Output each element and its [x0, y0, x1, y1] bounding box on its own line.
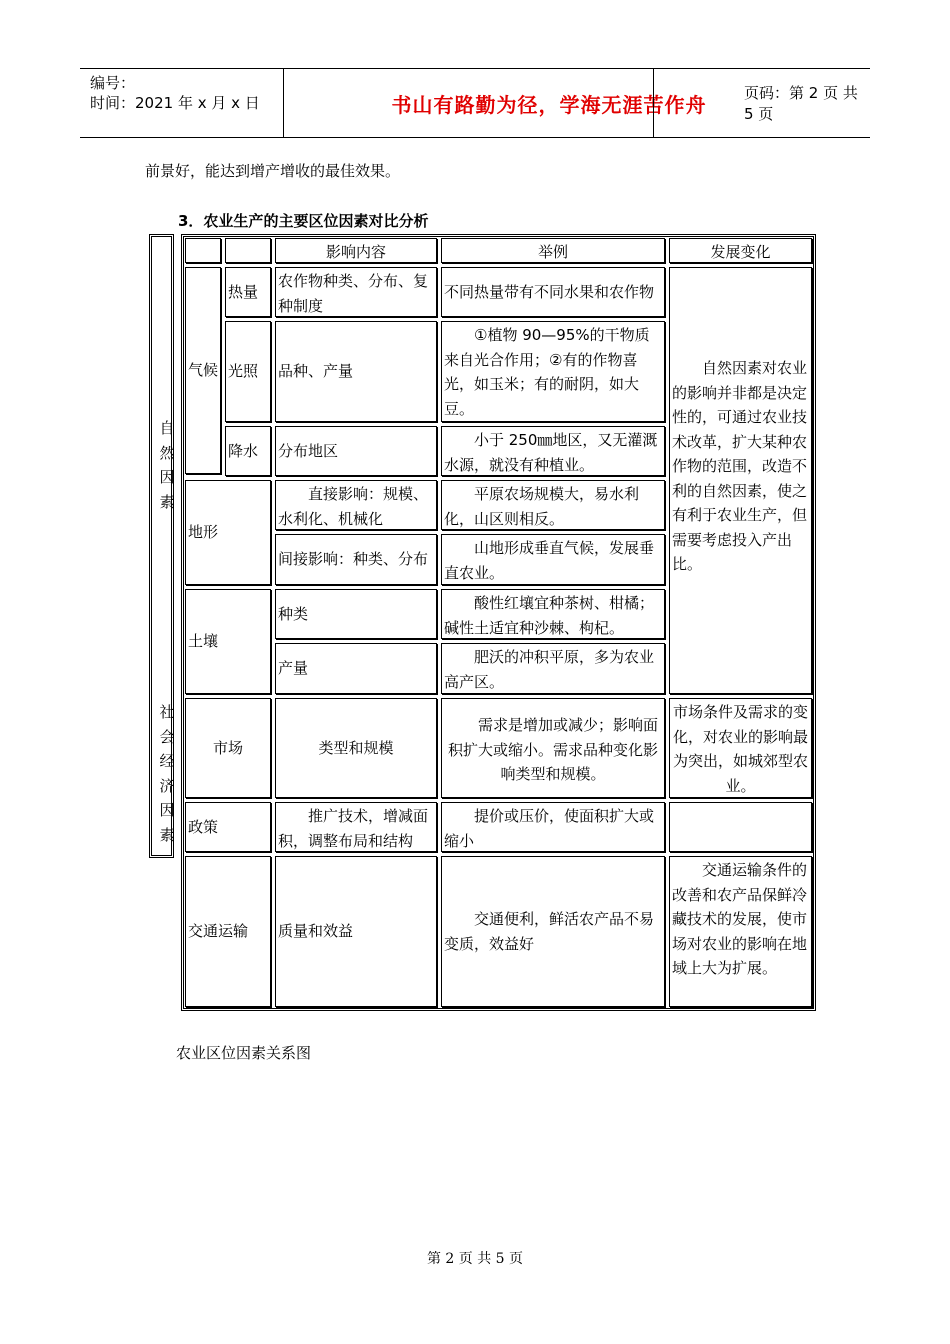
natural-group-border [149, 234, 174, 858]
policy-example: 提价或压价，使面积扩大或缩小 [441, 802, 665, 852]
terrain-direct-content: 直接影响：规模、水利化、机械化 [275, 480, 437, 530]
table-border [181, 234, 816, 1011]
transport-content: 质量和效益 [275, 856, 437, 1007]
rain-content: 分布地区 [275, 426, 437, 476]
soil-type-content: 种类 [275, 589, 437, 639]
terrain-indirect-content: 间接影响：种类、分布 [275, 534, 437, 585]
heat-content: 农作物种类、分布、复种制度 [275, 267, 437, 317]
climate-label: 气候 [185, 267, 221, 474]
policy-content: 推广技术，增减面积，调整布局和结构 [275, 802, 437, 852]
soil-label: 土壤 [185, 589, 271, 694]
transport-example-text: 交通便利，鲜活农产品不易变质，效益好 [444, 910, 655, 953]
transport-label: 交通运输 [185, 856, 271, 1007]
terrain-direct-example: 平原农场规模大，易水利化，山区则相反。 [441, 480, 665, 530]
light-example: ①植物 90—95%的干物质来自光合作用；②有的作物喜光，如玉米；有的耐阴，如大豆。 [441, 321, 665, 422]
page-info: 页码：第 2 页 共 5 页 [744, 84, 858, 123]
soil-yield-content: 产量 [275, 643, 437, 694]
rain-label: 降水 [225, 426, 271, 476]
header-divider [653, 69, 654, 137]
header-example: 举例 [441, 238, 665, 263]
header-blank-cell [225, 238, 271, 263]
header-blank-cell [185, 238, 221, 263]
header-meta [90, 73, 260, 113]
terrain-indirect-example: 山地形成垂直气候，发展垂直农业。 [441, 534, 665, 585]
heat-label: 热量 [225, 267, 271, 317]
header-divider [283, 69, 284, 137]
market-example [441, 698, 665, 798]
natural-change: 自然因素对农业的影响并非都是决定性的，可通过农业技术改革，扩大某种农作物的范围，改造不利的自然因素，使之有利于农业生产，但需要考虑投入产出比。 [669, 267, 812, 694]
market-change: 市场条件及需求的变化，对农业的影响最为突出，如城郊型农业。 [669, 698, 812, 798]
policy-label: 政策 [185, 802, 271, 852]
figure-caption: 农业区位因素关系图 [176, 1044, 312, 1062]
heat-example: 不同热量带有不同水果和农作物 [441, 267, 665, 317]
header-change: 发展变化 [669, 238, 812, 263]
light-content: 品种、产量 [275, 321, 437, 422]
section-title: 3．农业生产的主要区位因素对比分析 [178, 212, 429, 230]
natural-group-label: 自然因素 [159, 419, 175, 511]
soil-type-example: 酸性红壤宜种茶树、柑橘；碱性土适宜种沙棘、枸杞。 [441, 589, 665, 639]
transport-change: 交通运输条件的改善和农产品保鲜冷藏技术的发展，使市场对农业的影响在地域上大为扩展。 [669, 856, 812, 1007]
soil-yield-example: 肥沃的冲积平原，多为农业高产区。 [441, 643, 665, 694]
social-group-label: 社会经济因素 [159, 703, 175, 844]
page-footer: 第 2 页 共 5 页 [426, 1251, 524, 1267]
page-header [80, 68, 870, 138]
header-motto: 书山有路勤为径，学海无涯苦作舟 [391, 92, 707, 117]
market-example-text: 需求是增加或减少；影响面积扩大或缩小。需求品种变化影响类型和规模。 [447, 716, 658, 783]
terrain-label: 地形 [185, 480, 271, 585]
code-label: 编号： [90, 74, 136, 92]
market-label: 市场 [185, 698, 271, 798]
time-label: 时间：2021 年 x 月 x 日 [90, 94, 260, 112]
rain-example: 小于 250㎜地区，又无灌溉水源，就没有种植业。 [441, 426, 665, 476]
light-label: 光照 [225, 321, 271, 422]
intro-text: 前景好，能达到增产增收的最佳效果。 [145, 162, 401, 180]
transport-example [441, 856, 665, 1007]
policy-change [669, 802, 812, 852]
header-content: 影响内容 [275, 238, 437, 263]
market-content: 类型和规模 [275, 698, 437, 798]
